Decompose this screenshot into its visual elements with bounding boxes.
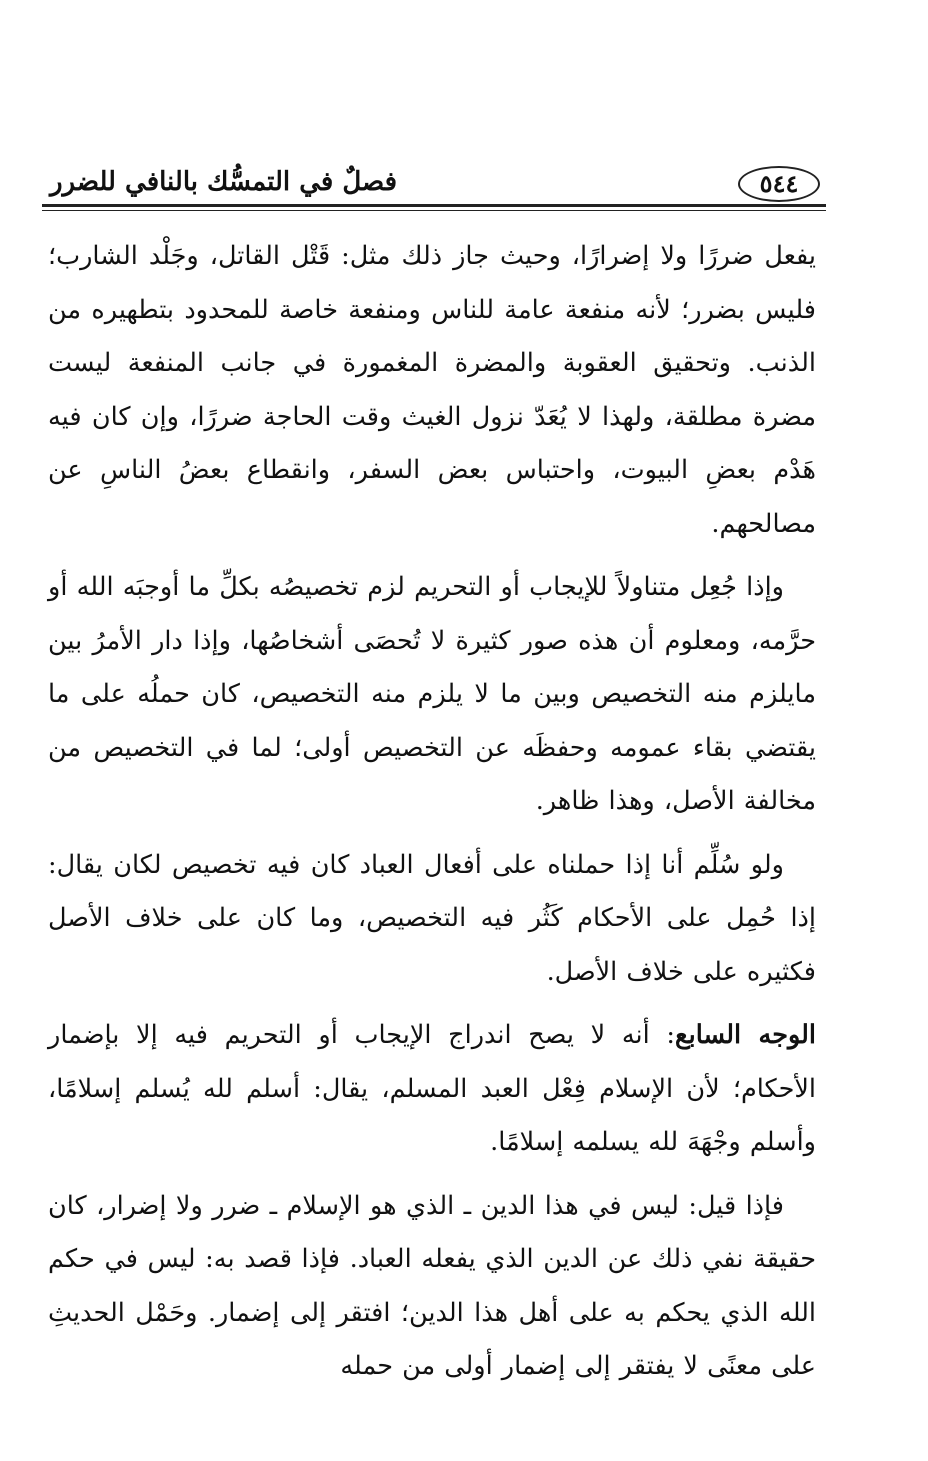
header-rule-thick — [42, 204, 826, 207]
paragraph — [48, 230, 816, 551]
paragraph — [48, 839, 816, 1000]
paragraph-lead: الوجه السابع — [675, 1020, 816, 1050]
running-title: فصلٌ في التمسُّك بالنافي للضرر — [50, 167, 398, 197]
paragraph — [48, 1180, 816, 1394]
running-header — [42, 162, 826, 208]
paragraph — [48, 561, 816, 829]
paragraph-text: ولو سُلِّم أنا إذا حملناه على أفعال العباد كان فيه تخصيص لكان يقال: إذا حُمِل على الأحكام كَثُر فيه التخصيص، وما كان على خلاف الأصل فكثيره على خلاف الأصل. — [48, 849, 816, 987]
paragraph-text: وإذا جُعِل متناولاً للإيجاب أو التحريم لزم تخصيصُه بكلِّ ما أوجبَه الله أو حرَّمه، ومعلوم أن هذه صور كثيرة لا تُحصَى أشخاصُها، وإذا دار الأمرُ بين مايلزم منه التخصيص وبين ما لا يلزم منه التخصيص، كان حملُه على ما يقتضي بقاء عمومه وحفظَه عن التخصيص أولى؛ لما في التخصيص من مخالفة الأصل، وهذا ظاهر. — [48, 572, 816, 816]
header-rule-thin — [42, 210, 826, 211]
body-text — [48, 230, 816, 1404]
paragraph — [48, 1009, 816, 1170]
paragraph-text: يفعل ضررًا ولا إضرارًا، وحيث جاز ذلك مثل: قَتْل القاتل، وجَلْد الشارب؛ فليس بضرر؛ لأنه منفعة عامة للناس ومنفعة خاصة للمحدود بتطهيره من الذنب. وتحقيق العقوبة والمضرة المغمورة في جانب المنفعة ليست مضرة مطلقة، ولهذا لا يُعَدّ نزول الغيث وقت الحاجة ضررًا، وإن كان فيه هَدْم بعضِ البيوت، واحتباس بعض السفر، وانقطاع بعضُ الناسِ عن مصالحهم. — [48, 241, 816, 539]
page-number: ٥٤٤ — [738, 166, 820, 202]
paragraph-text: : أنه لا يصح اندراج الإيجاب أو التحريم فيه إلا بإضمار الأحكام؛ لأن الإسلام فِعْل العبد المسلم، يقال: أسلم لله يُسلم إسلامًا، وأسلم وجْهَهَ لله يسلمه إسلامًا. — [48, 1020, 816, 1157]
paragraph-text: فإذا قيل: ليس في هذا الدين ـ الذي هو الإسلام ـ ضرر ولا إضرار، كان حقيقة نفي ذلك عن الدين الذي يفعله العباد. فإذا قصد به: ليس في حكم الله الذي يحكم به على أهل هذا الدين؛ افتقر إلى إضمار. وحَمْل الحديثِ على معنًى لا يفتقر إلى إضمار أولى من حمله — [48, 1190, 816, 1381]
